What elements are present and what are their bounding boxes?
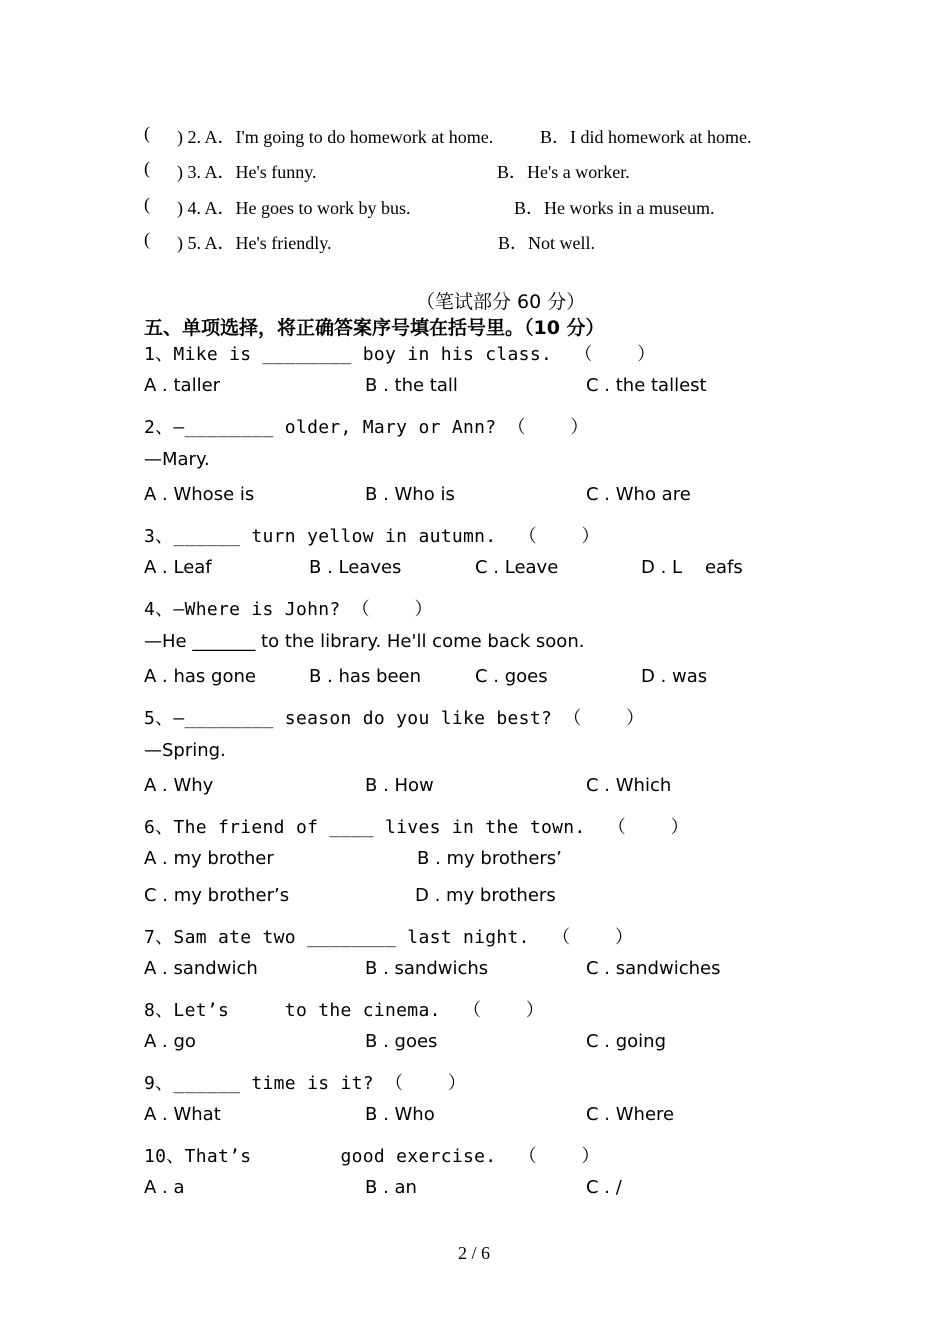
- question-3-stem: 3、______ turn yellow in autumn. （ ）: [144, 526, 600, 547]
- question-7-option-a: A . sandwich: [144, 958, 258, 979]
- listening-item-3-paren: (: [144, 158, 150, 178]
- question-5-answer-line: —Spring.: [144, 740, 226, 761]
- question-4-option-c: C . goes: [475, 666, 548, 687]
- listening-item-2-text: ) 2. A．I'm going to do homework at home.: [177, 127, 494, 147]
- question-4-option-d: D . was: [641, 666, 708, 687]
- question-8-option-c: C . going: [586, 1031, 667, 1052]
- question-3-option-b: B . Leaves: [309, 557, 402, 578]
- question-9-stem: 9、______ time is it? （ ）: [144, 1073, 467, 1094]
- question-5-stem: 5、—________ season do you like best? （ ）: [144, 708, 645, 729]
- listening-item-5-text: ) 5. A．He's friendly.: [177, 233, 332, 253]
- question-7-option-b: B . sandwichs: [365, 958, 489, 979]
- question-5-option-c: C . Which: [586, 775, 672, 796]
- question-1-option-c: C . the tallest: [586, 375, 707, 396]
- question-5-option-a: A . Why: [144, 775, 214, 796]
- listening-item-4-paren: (: [144, 194, 150, 214]
- question-1-stem: 1、Mike is ________ boy in his class. （ ）: [144, 344, 656, 365]
- question-6-option-d: D . my brothers: [415, 885, 556, 906]
- listening-item-2-option-b: B．I did homework at home.: [540, 127, 752, 147]
- listening-item-3-text: ) 3. A．He's funny.: [177, 162, 317, 182]
- question-6-option-b: B . my brothers’: [417, 848, 562, 869]
- question-3-option-d: D . L eafs: [641, 557, 743, 578]
- listening-item-5-paren: (: [144, 229, 150, 249]
- question-10-stem: 10、That’s good exercise. （ ）: [144, 1146, 600, 1167]
- question-4-answer-line: —He _______ to the library. He'll come back soon.: [144, 631, 585, 652]
- listening-item-5-option-b: B．Not well.: [498, 233, 595, 253]
- section-five-heading: 五、单项选择，将正确答案序号填在括号里。（10 分）: [144, 317, 605, 339]
- question-9-option-a: A . What: [144, 1104, 221, 1125]
- listening-item-2-paren: (: [144, 123, 150, 143]
- question-8-option-b: B . goes: [365, 1031, 438, 1052]
- question-8-option-a: A . go: [144, 1031, 196, 1052]
- question-6-option-c: C . my brother’s: [144, 885, 290, 906]
- question-6-option-a: A . my brother: [144, 848, 274, 869]
- question-5-option-b: B . How: [365, 775, 434, 796]
- question-2-option-c: C . Who are: [586, 484, 691, 505]
- written-part-heading: （笔试部分 60 分）: [416, 291, 586, 313]
- question-8-stem: 8、Let’s to the cinema. （ ）: [144, 1000, 545, 1021]
- question-2-option-a: A . Whose is: [144, 484, 255, 505]
- listening-item-3-option-b: B．He's a worker.: [497, 162, 630, 182]
- question-3-option-c: C . Leave: [475, 557, 559, 578]
- question-4-stem: 4、—Where is John? （ ）: [144, 599, 433, 620]
- question-9-option-c: C . Where: [586, 1104, 675, 1125]
- question-4-option-b: B . has been: [309, 666, 422, 687]
- question-7-stem: 7、Sam ate two ________ last night. （ ）: [144, 927, 634, 948]
- question-2-answer-line: —Mary.: [144, 449, 210, 470]
- question-10-option-a: A . a: [144, 1177, 185, 1198]
- question-2-stem: 2、—________ older, Mary or Ann? （ ）: [144, 417, 589, 438]
- page-number: 2 / 6: [458, 1243, 491, 1263]
- question-9-option-b: B . Who: [365, 1104, 435, 1125]
- question-1-option-b: B . the tall: [365, 375, 458, 396]
- question-10-option-c: C . /: [586, 1177, 622, 1198]
- question-1-option-a: A . taller: [144, 375, 221, 396]
- listening-item-4-text: ) 4. A．He goes to work by bus.: [177, 198, 411, 218]
- question-4-option-a: A . has gone: [144, 666, 256, 687]
- question-7-option-c: C . sandwiches: [586, 958, 721, 979]
- question-2-option-b: B . Who is: [365, 484, 455, 505]
- question-10-option-b: B . an: [365, 1177, 417, 1198]
- question-3-option-a: A . Leaf: [144, 557, 212, 578]
- question-6-stem: 6、The friend of ____ lives in the town. （ ）: [144, 817, 689, 838]
- listening-item-4-option-b: B．He works in a museum.: [514, 198, 715, 218]
